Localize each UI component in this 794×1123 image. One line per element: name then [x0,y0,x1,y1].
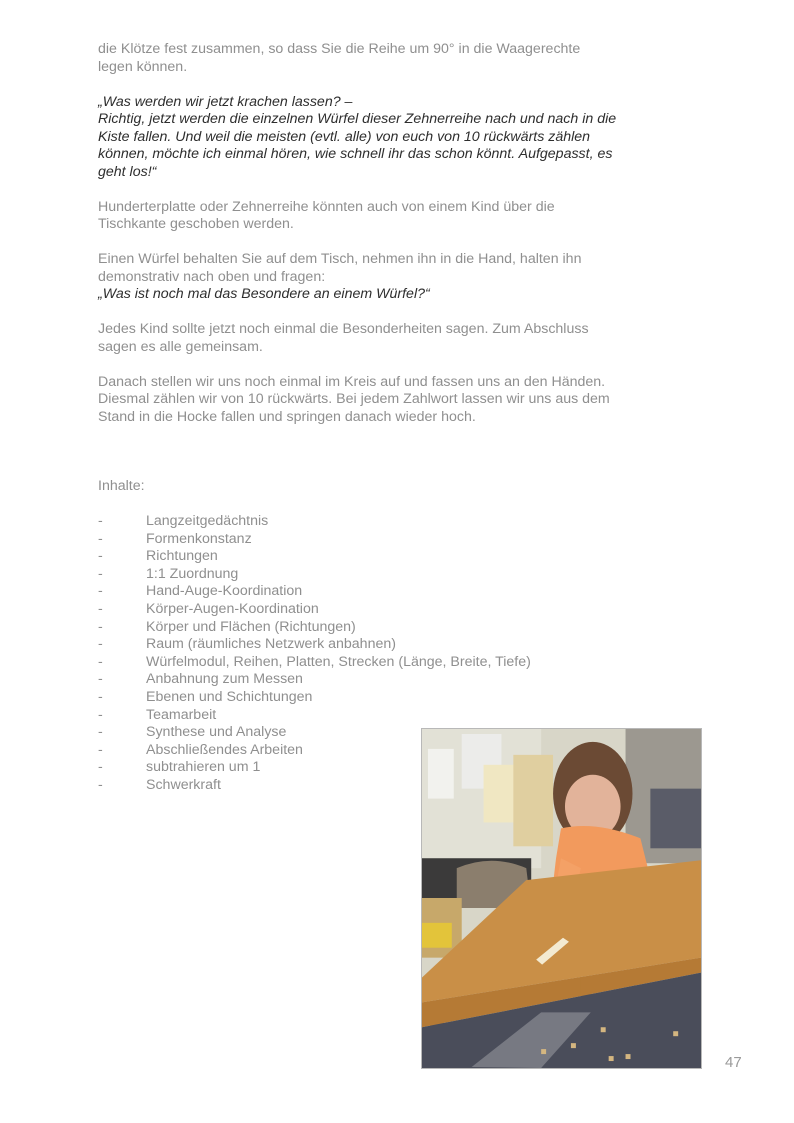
bullet-dash: - [98,530,103,547]
list-item-text: Körper-Augen-Koordination [146,600,319,617]
photo-cube [541,1049,546,1054]
bullet-dash: - [98,741,103,758]
spacer [98,426,618,478]
photo-cube [673,1031,678,1036]
list-item-text: 1:1 Zuordnung [146,565,239,582]
list-item-text: subtrahieren um 1 [146,759,261,776]
page-content [98,41,618,795]
spacer [98,181,618,199]
list-item [98,566,618,584]
list-item-text: Formenkonstanz [146,530,252,547]
list-item [98,513,618,531]
list-item [98,689,618,707]
quote-besondere: „Was ist noch mal das Besondere an einem Würfel?“ [98,286,430,302]
list-item-text: Schwerkraft [146,776,221,793]
list-item-text: Raum (räumliches Netzwerk anbahnen) [146,636,396,653]
bullet-dash: - [98,671,103,688]
paragraph-wuerfel: Einen Würfel behalten Sie auf dem Tisch, nehmen ihn in die Hand, halten ihn demonstrativ nach oben und fragen: [98,251,582,285]
page-number: 47 [725,1054,742,1071]
list-item [98,601,618,619]
photo-poster [513,755,553,846]
photo-cube [609,1056,614,1061]
bullet-dash: - [98,706,103,723]
bullet-dash: - [98,636,103,653]
list-item-text: Langzeitgedächtnis [146,513,269,529]
photo-adult-legs [650,789,701,849]
paragraph-intro: die Klötze fest zusammen, so dass Sie die Reihe um 90° in die Waagerechte legen können. [98,41,581,75]
photo-books [422,923,452,948]
contents-heading: Inhalte: [98,478,145,494]
spacer [98,496,618,514]
bullet-dash: - [98,600,103,617]
bullet-dash: - [98,653,103,670]
list-item-text: Anbahnung zum Messen [146,671,303,688]
list-item [98,707,618,725]
list-item-text: Abschließendes Arbeiten [146,741,303,758]
list-item-text: Körper und Flächen (Richtungen) [146,618,356,635]
bullet-dash: - [98,513,103,529]
spacer [98,234,618,252]
list-item [98,619,618,637]
list-item-text: Hand-Auge-Koordination [146,583,303,600]
bullet-dash: - [98,724,103,741]
paragraph-kreis: Danach stellen wir uns noch einmal im Kreis auf und fassen uns an den Händen. Diesmal zählen wir von 10 rückwärts. Bei jedem Zahlwort lassen wir uns aus dem Stand in die Hocke fallen und springen danach wieder hoch. [98,373,610,425]
photo-illustration [422,729,701,1068]
list-item [98,671,618,689]
classroom-photo [421,728,702,1069]
list-item-text: Synthese und Analyse [146,724,287,741]
list-item-text: Teamarbeit [146,706,217,723]
bullet-dash: - [98,688,103,705]
spacer [98,76,618,94]
quote-crash-line1: „Was werden wir jetzt krachen lassen? – [98,93,353,110]
bullet-dash: - [98,548,103,565]
list-item-text: Ebenen und Schichtungen [146,688,313,705]
list-item-text: Richtungen [146,548,218,565]
list-item [98,583,618,601]
photo-cube [571,1043,576,1048]
photo-cube [601,1027,606,1032]
paragraph-besonderheiten: Jedes Kind sollte jetzt noch einmal die Besonderheiten sagen. Zum Abschluss sagen es alle gemeinsam. [98,321,589,355]
bullet-dash: - [98,583,103,600]
bullet-dash: - [98,565,103,582]
bullet-dash: - [98,618,103,635]
list-item [98,636,618,654]
quote-crash-body: Richtig, jetzt werden die einzelnen Würfel dieser Zehnerreihe nach und nach in die Kiste fallen. Und weil die meisten (evtl. alle) von euch von 10 rückwärts zählen können, möchte ich einmal hören, wie schnell ihr das schon könnt. Aufgepasst, es geht los!“ [98,111,617,180]
list-item [98,654,618,672]
list-item [98,548,618,566]
paragraph-hunderterplatte: Hunderterplatte oder Zehnerreihe könnten auch von einem Kind über die Tischkante geschoben werden. [98,198,555,232]
photo-poster [428,749,454,799]
spacer [98,304,618,322]
bullet-dash: - [98,776,103,793]
photo-cube [626,1054,631,1059]
spacer [98,356,618,374]
bullet-dash: - [98,759,103,776]
list-item [98,531,618,549]
list-item-text: Würfelmodul, Reihen, Platten, Strecken (Länge, Breite, Tiefe) [146,653,531,670]
